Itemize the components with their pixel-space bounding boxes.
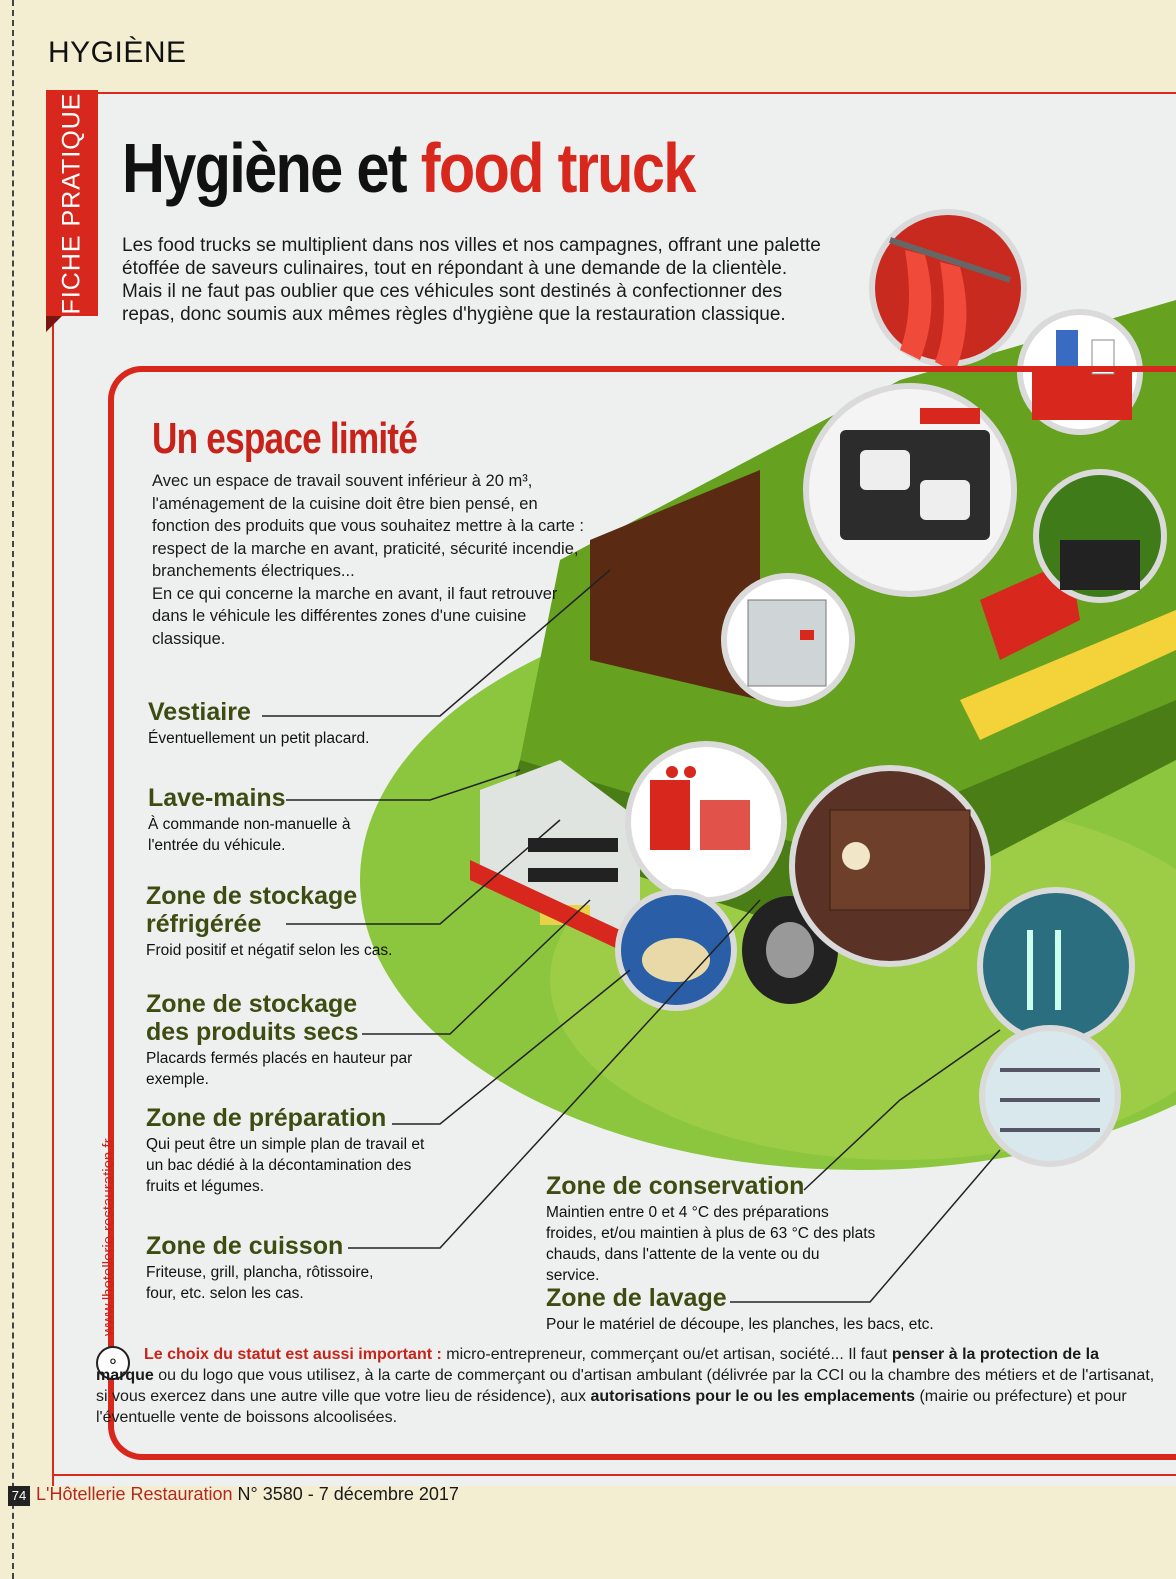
espace-heading: Un espace limité — [152, 414, 418, 463]
title-part2: food truck — [420, 129, 695, 207]
footer-lead: Le choix du statut est aussi important : — [144, 1346, 442, 1363]
espace-text — [152, 470, 592, 650]
bottom-rule — [52, 1474, 1176, 1476]
footer-note — [96, 1344, 1156, 1428]
page-number: 74 — [8, 1486, 30, 1506]
zone-lave-mains-text: À commande non-manuelle à l'entrée du véhicule. — [148, 816, 351, 854]
espace-paragraph-2: En ce qui concerne la marche en avant, il faut retrouver dans le véhicule les différentes zones d'une cuisine classique. — [152, 584, 558, 648]
zone-vestiaire-text: Éventuellement un petit placard. — [148, 730, 370, 747]
mouse-icon: ⚬ — [96, 1346, 130, 1380]
circle-vestiaire — [872, 212, 1024, 372]
page-title — [122, 128, 695, 208]
zone-cuisson-title: Zone de cuisson — [146, 1232, 344, 1260]
footer-bold-2: autorisations pour le ou les emplacements — [590, 1388, 916, 1405]
fiche-pratique-ribbon — [46, 90, 98, 316]
footer-text-3: (mairie ou préfecture) et pour l'éventuelle vente de boissons alcoolisées. — [96, 1388, 1127, 1426]
ribbon-fold — [46, 316, 62, 332]
zone-conservation-text: Maintien entre 0 et 4 °C des préparations froides, et/ou maintien à plus de 63 °C des plats chauds, dans l'attente de la vente ou du service. — [546, 1204, 876, 1284]
publication-name: L'Hôtellerie Restauration — [36, 1484, 233, 1504]
section-label: HYGIÈNE — [48, 36, 187, 69]
website-url[interactable]: www.lhotellerie-restauration.fr — [100, 1138, 117, 1336]
footer-bold-1: penser à la protection de la marque — [96, 1346, 1099, 1384]
espace-paragraph-1: Avec un espace de travail souvent inférieur à 20 m³, l'aménagement de la cuisine doit être bien pensé, en fonction des produits que vous souhaitez mettre à la carte : respect de la marche en avant, praticité, sécurité incendie, branchements électriques... — [152, 472, 584, 580]
zone-lavage-title: Zone de lavage — [546, 1284, 727, 1312]
zone-preparation-text: Qui peut être un simple plan de travail et un bac dédié à la décontamination des fruits et légumes. — [146, 1136, 425, 1195]
zone-preparation-title: Zone de préparation — [146, 1104, 387, 1132]
zone-stockage-secs-title: Zone de stockage des produits secs — [146, 990, 359, 1046]
publication-issue: N° 3580 - 7 décembre 2017 — [232, 1484, 459, 1504]
zone-vestiaire-title: Vestiaire — [148, 698, 251, 726]
zone-conservation-title: Zone de conservation — [546, 1172, 805, 1200]
zone-cuisson-text: Friteuse, grill, plancha, rôtissoire, four, etc. selon les cas. — [146, 1264, 374, 1302]
zone-lave-mains-title: Lave-mains — [148, 784, 286, 812]
publication-line — [36, 1484, 459, 1505]
zone-stockage-refrigere-text: Froid positif et négatif selon les cas. — [146, 942, 393, 959]
footer-text-2: ou du logo que vous utilisez, à la carte de commerçant ou d'artisan ambulant (délivrée par la CCI ou la chambre des métiers et de l'artisanat, si vous exercez dans une autre ville que votre lieu de résidence), aux — [96, 1367, 1155, 1405]
intro-paragraph: Les food trucks se multiplient dans nos villes et nos campagnes, offrant une palette étoffée de saveurs culinaires, tout en répondant à une demande de la clientèle. Mais il ne faut pas oublier que ces véhicules sont destinés à confectionner des repas, donc soumis aux mêmes règles d'hygiène que la restauration classique. — [122, 235, 821, 325]
zone-lavage-text: Pour le matériel de découpe, les planches, les bacs, etc. — [546, 1316, 934, 1333]
title-part1: Hygiène et — [122, 129, 421, 207]
ribbon-label: FICHE PRATIQUE — [57, 92, 86, 314]
zone-stockage-secs-text: Placards fermés placés en hauteur par exemple. — [146, 1050, 413, 1088]
footer-text-1: micro-entrepreneur, commerçant ou/et artisan, société... Il faut — [441, 1346, 892, 1363]
zone-stockage-refrigere-title: Zone de stockage réfrigérée — [146, 882, 358, 938]
